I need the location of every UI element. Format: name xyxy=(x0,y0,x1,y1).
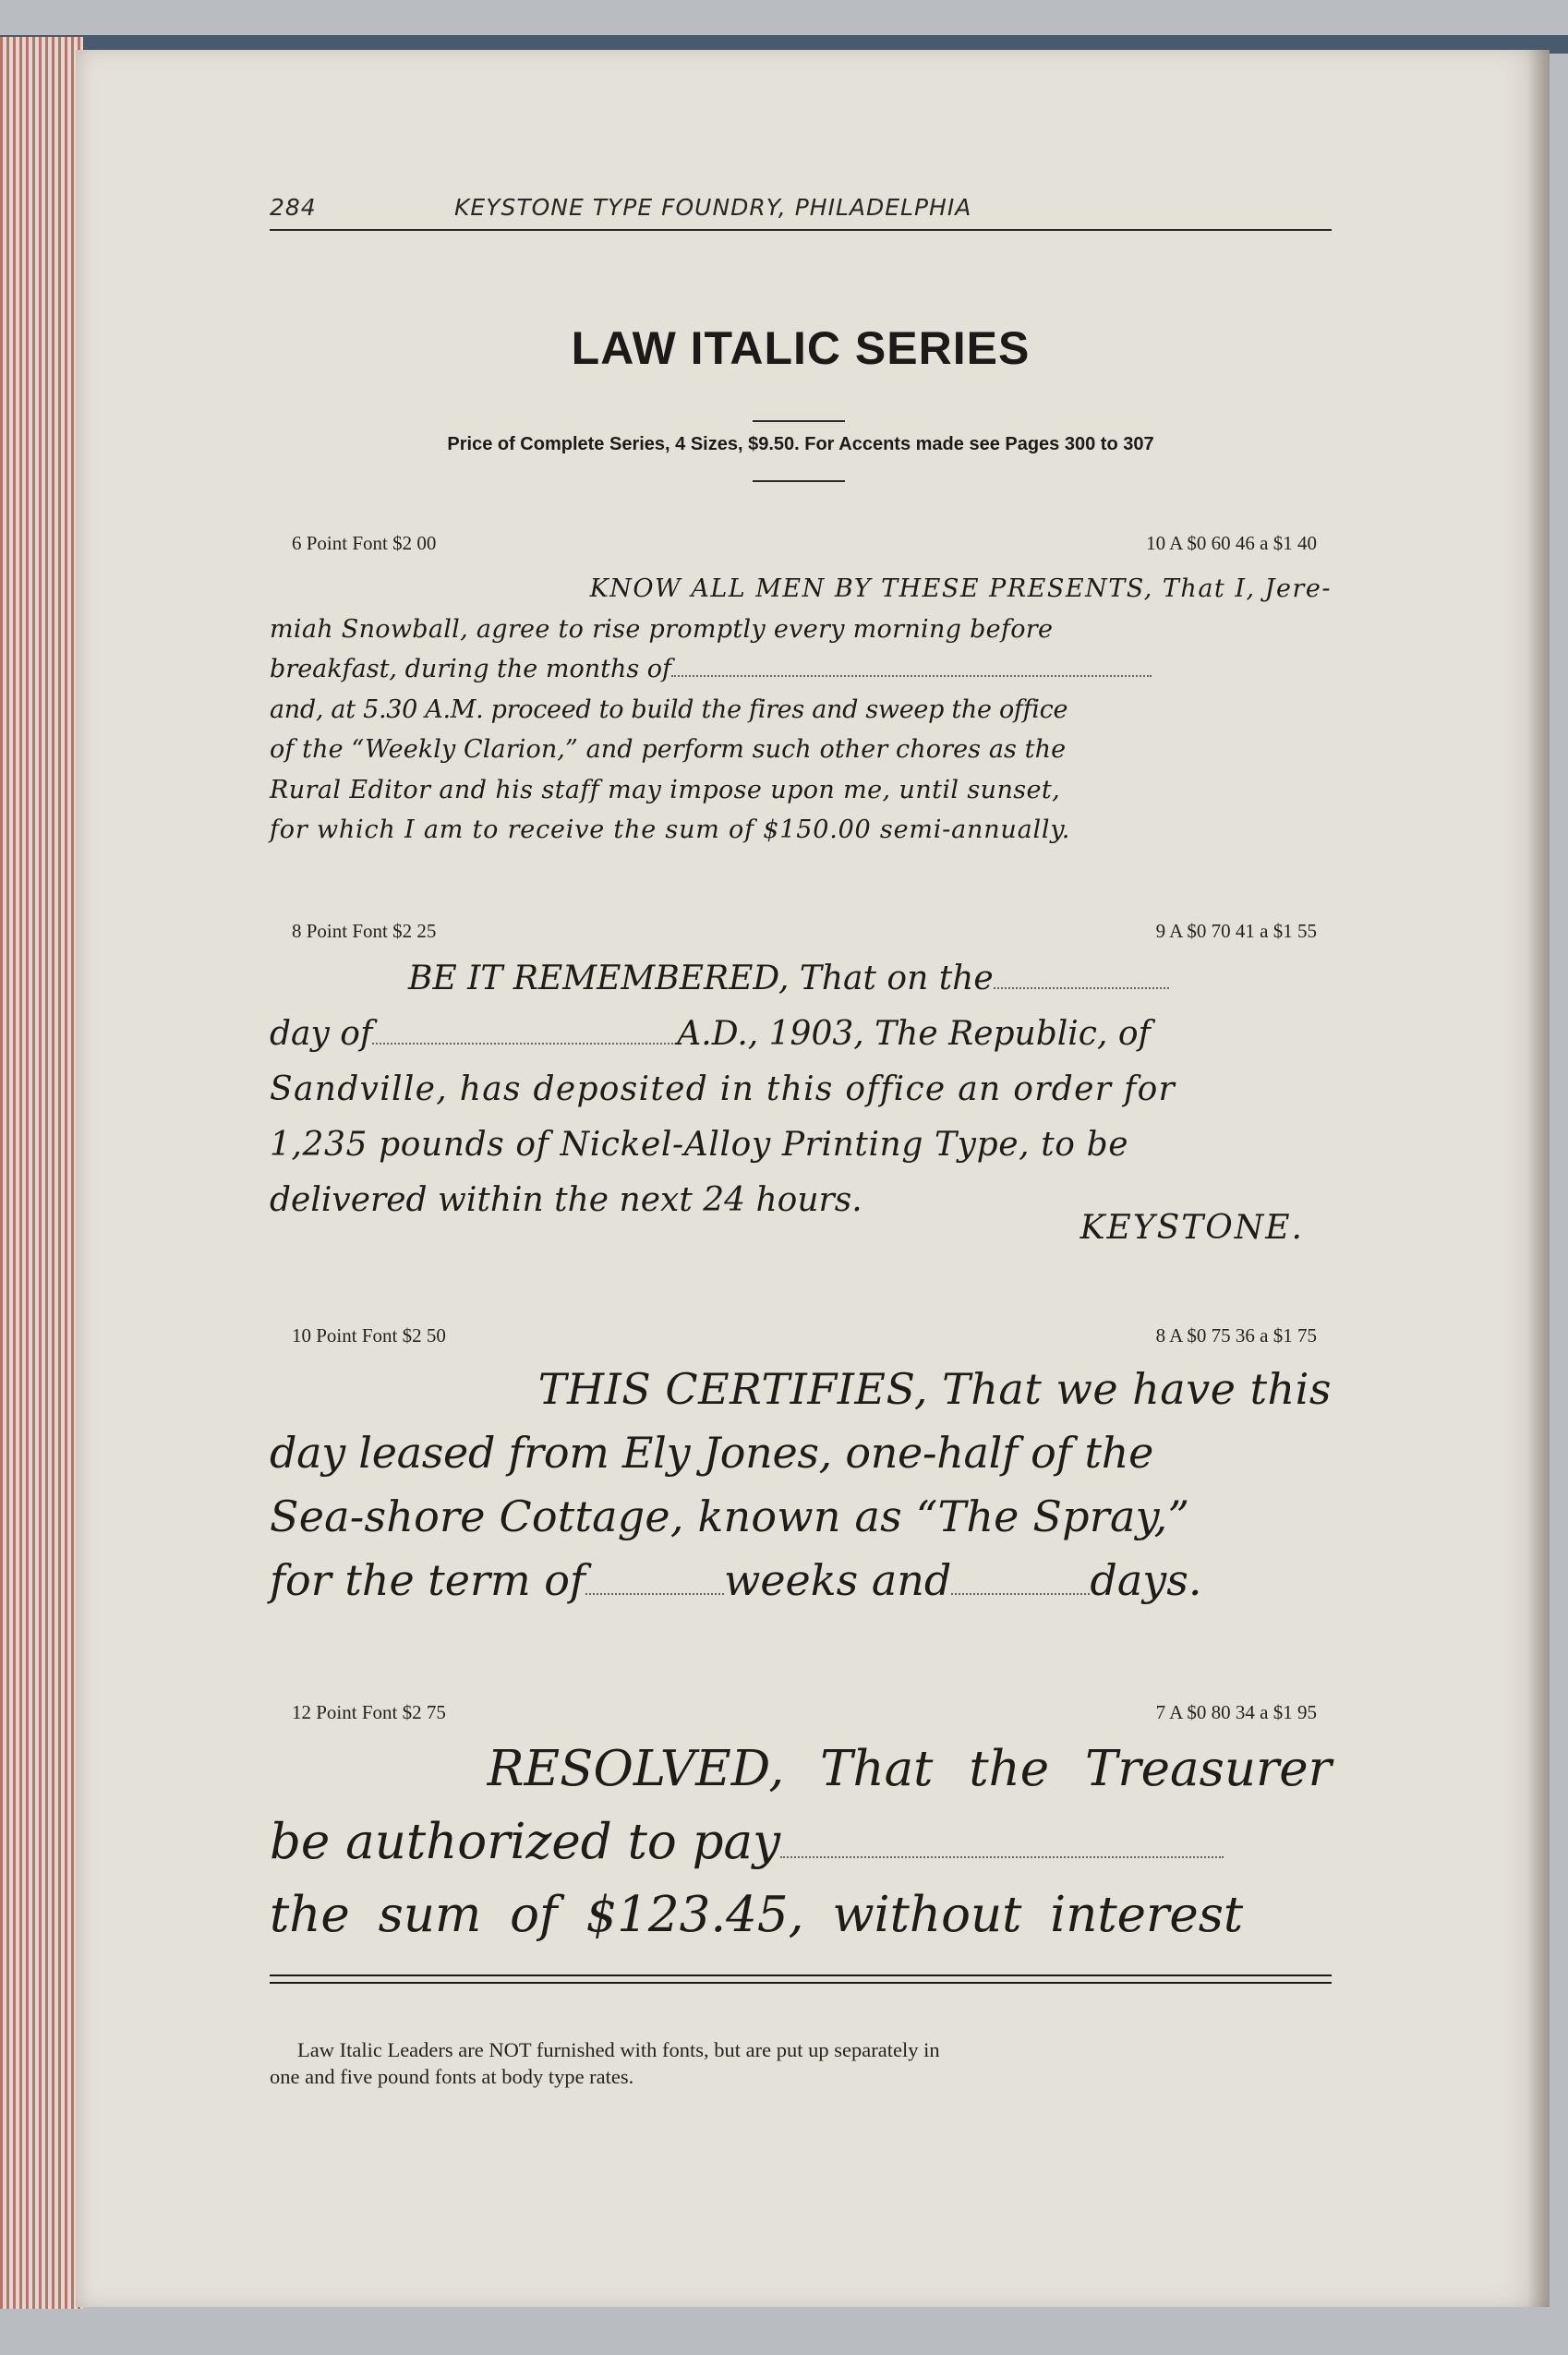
specimen-signature: KEYSTONE. xyxy=(1080,1209,1304,1247)
blank-leader xyxy=(585,1593,724,1595)
spec-quantities: 8 A $0 75 36 a $1 75 xyxy=(1155,1324,1317,1347)
specimen-text: breakfast, during the months of xyxy=(270,655,672,683)
specimen-text: weeks and xyxy=(723,1555,952,1605)
specimen-line: THIS CERTIFIES, That we have this xyxy=(537,1364,1332,1414)
specimen-6-point xyxy=(270,569,1332,851)
footnote-line: one and five pound fonts at body type rates. xyxy=(270,2065,634,2088)
footnote xyxy=(270,2036,1332,2090)
specimen-line: delivered within the next 24 hours. xyxy=(270,1181,862,1219)
spec-size-font: 8 Point Font $2 25 xyxy=(292,920,437,942)
specimen-line: day leased from Ely Jones, one-half of the xyxy=(270,1428,1153,1478)
footer-rule xyxy=(270,1975,1332,1976)
specimen-line xyxy=(270,1007,1332,1062)
spec-size-font: 6 Point Font $2 00 xyxy=(292,532,437,554)
specimen-text: days. xyxy=(1090,1555,1202,1605)
specimen-text: be authorized to pay xyxy=(270,1814,781,1870)
specimen-line: 1,235 pounds of Nickel-Alloy Printing Type, to be xyxy=(270,1126,1129,1164)
page-gutter-shadow xyxy=(1527,50,1550,2307)
specimen-line: KNOW ALL MEN BY THESE PRESENTS, That I, Jere- xyxy=(589,574,1332,603)
page-number: 284 xyxy=(270,194,317,221)
specimen-line: for which I am to receive the sum of $150.00 semi-annually. xyxy=(270,815,1071,844)
footnote-line: Law Italic Leaders are NOT furnished with fonts, but are put up separately in xyxy=(297,2038,940,2061)
title-rule-bottom xyxy=(753,480,845,482)
specimen-text: for the term of xyxy=(270,1555,585,1605)
spec-quantities: 10 A $0 60 46 a $1 40 xyxy=(1146,532,1317,554)
blank-leader xyxy=(671,675,1152,677)
specimen-line: RESOLVED, That the Treasurer xyxy=(487,1741,1332,1797)
specimen-text: BE IT REMEMBERED, That on the xyxy=(408,960,994,997)
spec-size-font: 10 Point Font $2 50 xyxy=(292,1324,446,1347)
specimen-line: Sandville, has deposited in this office an order for xyxy=(270,1070,1176,1108)
specimen-line xyxy=(270,951,1332,1007)
specimen-line xyxy=(270,649,1332,690)
spec-quantities: 9 A $0 70 41 a $1 55 xyxy=(1155,920,1317,942)
specimen-10-point xyxy=(270,1358,1332,1612)
price-line: Price of Complete Series, 4 Sizes, $9.50. For Accents made see Pages 300 to 307 xyxy=(447,434,1154,454)
specimen-12-point xyxy=(270,1733,1332,1951)
title-rule-top xyxy=(753,420,845,422)
specimen-line: Rural Editor and his staff may impose upon me, until sunset, xyxy=(270,775,1061,804)
series-title: LAW ITALIC SERIES xyxy=(571,322,1031,374)
blank-leader xyxy=(780,1856,1224,1858)
specimen-line: the sum of $123.45, without interest xyxy=(270,1887,1244,1943)
book-page-edges xyxy=(0,37,83,2309)
blank-leader xyxy=(994,987,1169,989)
running-title: KEYSTONE TYPE FOUNDRY, PHILADELPHIA xyxy=(454,194,972,221)
specimen-line: miah Snowball, agree to rise promptly every morning before xyxy=(270,614,1054,644)
specimen-line: Sea-shore Cottage, known as “The Spray,” xyxy=(270,1492,1190,1541)
blank-leader xyxy=(372,1043,677,1045)
blank-leader xyxy=(951,1593,1090,1595)
specimen-text: day of xyxy=(270,1015,373,1053)
header-rule xyxy=(270,229,1332,231)
spec-quantities: 7 A $0 80 34 a $1 95 xyxy=(1155,1701,1317,1723)
specimen-line: of the “Weekly Clarion,” and perform such other chores as the xyxy=(270,735,1067,764)
specimen-8-point xyxy=(270,951,1332,1247)
specimen-text: A.D., 1903, The Republic, of xyxy=(677,1015,1151,1053)
footer-rule xyxy=(270,1982,1332,1984)
specimen-line: and, at 5.30 A.M. proceed to build the fires and sweep the office xyxy=(270,694,1068,724)
specimen-line xyxy=(270,1806,1332,1878)
spec-size-font: 12 Point Font $2 75 xyxy=(292,1701,446,1723)
specimen-line xyxy=(270,1549,1332,1612)
